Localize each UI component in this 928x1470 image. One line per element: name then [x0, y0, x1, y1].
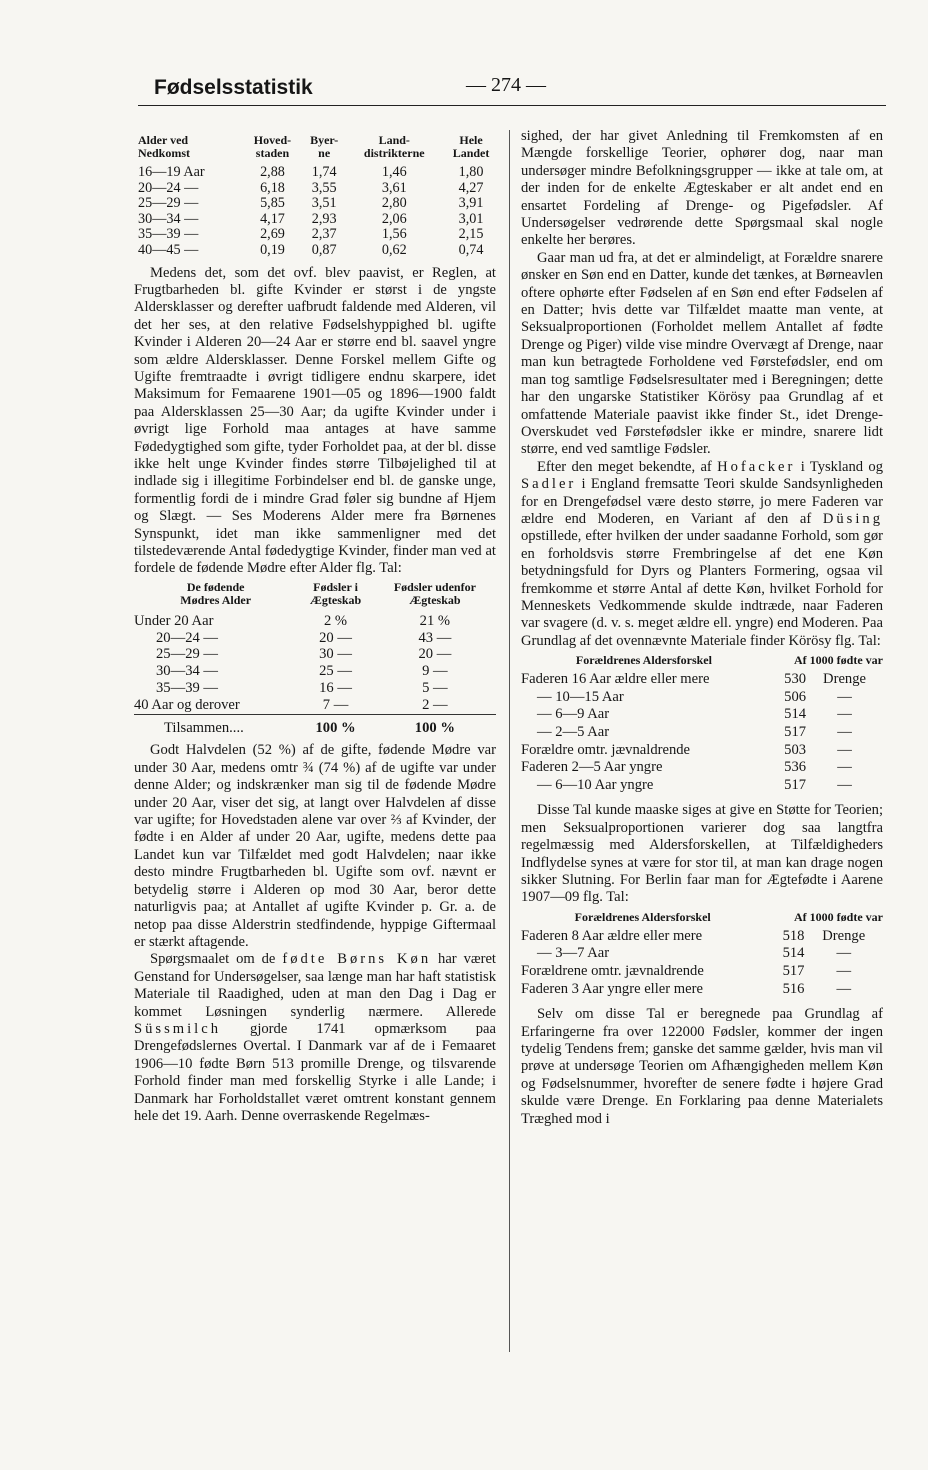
value-cell: 530	[784, 671, 807, 688]
unit-cell: —	[836, 980, 852, 997]
label-cell: — 2—5 Aar	[537, 723, 610, 740]
value-cell: 503	[784, 741, 807, 758]
value-cell: 2,15	[458, 226, 484, 243]
age-cell: 35—39 —	[156, 680, 219, 697]
table-row	[138, 212, 500, 228]
text-run: i England fremsatte Teori skulde Sandsynligheden for en Drengefødsel være desto større, jo mere Faderen var ældre end Moderen, en Variant af den af	[521, 476, 883, 527]
table-row	[134, 613, 496, 630]
value-cell: 517	[784, 776, 807, 793]
table-row	[134, 697, 496, 714]
age-cell: 30—34 —	[156, 663, 219, 680]
header-cell: Fødsler i Ægteskab	[309, 579, 362, 607]
value-cell: 16 —	[319, 680, 352, 697]
value-cell: 30 —	[319, 646, 352, 663]
label-cell: Faderen 8 Aar ældre eller mere	[521, 927, 703, 944]
text-run: opstillede, efter hvilken der under saadanne Forhold, som gør en forholdsvis større Frembringelse af det ene Køn betydningsfuld for Dyrs og Planters Formering, ogsaa vil fremkomme et større Antal af dette Køn, hvilket Forhold for Menneskets Vedkommende skulde indtræde, naar Faderen var svagere (d. v. s. meget ældre ell. yngre) end Moderen. Paa Grundlag af det ovennævnte Materiale finder Körösy flg. Tal:	[521, 528, 883, 649]
table-row	[134, 646, 496, 663]
table-row	[138, 165, 500, 181]
fertility-by-age-table	[138, 134, 500, 259]
text-run: Spørgsmaalet om de	[150, 951, 283, 968]
table-row	[521, 759, 883, 777]
value-cell: 518	[782, 927, 805, 944]
table-row	[134, 663, 496, 680]
value-cell: 20 —	[418, 646, 452, 663]
column-divider	[509, 130, 510, 1352]
table-row	[134, 630, 496, 647]
label-cell: Faderen 2—5 Aar yngre	[521, 759, 663, 776]
value-cell: 516	[782, 980, 805, 997]
table-row	[521, 671, 883, 689]
unit-cell: Drenge	[823, 671, 866, 688]
value-cell: 2,69	[260, 226, 285, 243]
spaced-name: Düsing	[822, 510, 883, 527]
text-run: gjorde 1741 opmærksom paa Drengefødslernes Overtal. I Danmark var af de i Femaaret 1906—10 fødte Børn 513 promille Drenge, og tilsvarende Forhold finder man med forskellig Styrke i alle Lande; i Danmark har Forholdstallet været omtrent konstant gennem hele det 19. Aarh. Denne overraskende Regelmæs-	[134, 1020, 496, 1124]
table-row	[521, 742, 883, 760]
age-cell: 30—34 —	[138, 210, 199, 227]
paragraph: Disse Tal kunde maaske siges at give en Støtte for Teorien; men Seksualproportionen varierer dog saa langtfra regelmæssig med Aldersforskellen, at Tilfældigheders Indflydelse synes at være for stor til, at man kan drage nogen sikker Slutning. For Berlin faar man for Ægtefødte i Aarene 1907—09 flg. Tal:	[521, 802, 883, 906]
value-cell: 2,93	[311, 210, 337, 227]
table-header-row	[521, 654, 883, 671]
table-header-row	[138, 134, 500, 165]
table-row	[521, 777, 883, 795]
page-number: — 274 —	[466, 74, 546, 96]
value-cell: 3,51	[311, 195, 337, 212]
value-cell: 5,85	[260, 195, 285, 212]
value-cell: 3,01	[458, 210, 484, 227]
value-cell: 517	[784, 723, 807, 740]
total-label: Tilsammen....	[134, 714, 297, 736]
unit-cell: —	[837, 776, 852, 793]
total-value: 100 %	[297, 714, 373, 736]
table-total-row	[134, 714, 496, 736]
value-cell: 1,56	[381, 226, 407, 243]
label-cell: — 6—9 Aar	[537, 706, 610, 723]
age-cell: Under 20 Aar	[134, 612, 214, 629]
age-cell: 20—24 —	[156, 629, 219, 646]
table-row	[138, 243, 500, 259]
value-cell: 0,87	[311, 241, 337, 258]
paragraph	[134, 951, 496, 1125]
unit-cell: —	[836, 945, 852, 962]
mothers-age-table	[134, 581, 496, 737]
value-cell: 2,88	[260, 164, 285, 180]
value-cell: 536	[784, 759, 807, 776]
text-run: Efter den meget bekendte, af	[537, 458, 718, 475]
value-cell: 0,74	[458, 241, 484, 258]
value-cell: 21 %	[419, 612, 451, 629]
total-value: 100 %	[374, 714, 496, 736]
age-cell: 40 Aar og derover	[134, 696, 240, 713]
label-cell: Forældre omtr. jævnaldrende	[521, 741, 691, 758]
unit-cell: —	[837, 723, 852, 740]
value-cell: 20 —	[319, 629, 352, 646]
spaced-name: Hofacker	[717, 458, 796, 475]
header-cell: Forældrenes Aldersforskel	[575, 653, 712, 668]
label-cell: — 6—10 Aar yngre	[537, 776, 654, 793]
unit-cell: —	[837, 759, 852, 776]
value-cell: 2 —	[422, 696, 448, 713]
age-cell: 25—29 —	[156, 646, 219, 663]
value-cell: 7 —	[322, 696, 349, 713]
value-cell: 2,37	[311, 226, 337, 243]
age-cell: 40—45 —	[138, 241, 199, 258]
header-cell: Af 1000 fødte var	[794, 909, 883, 924]
header-cell: Hele Landet	[452, 133, 490, 160]
label-cell: — 3—7 Aar	[537, 945, 610, 962]
label-cell: Forældrene omtr. jævnaldrende	[521, 962, 704, 979]
value-cell: 43 —	[418, 629, 452, 646]
korosy-table	[521, 654, 883, 794]
value-cell: 6,18	[260, 179, 285, 196]
age-cell: 20—24 —	[138, 179, 199, 196]
header-cell: Fødsler udenfor Ægteskab	[393, 579, 476, 607]
value-cell: 3,61	[381, 179, 407, 196]
paragraph: Gaar man ud fra, at det er almindeligt, at Forældre snarere ønsker en Søn end en Datter, kunde det tænkes, at Børneavlen oftere ophørte efter Fødselen af en Søn end efter Fødselen af en Datter; hvis dette var Tilfældet maatte man vente, at Seksualproportionen (Forholdet mellem Antallet af fødte Drenge og Piger) vilde vise mindre Overvægt af Drenge, naar man kun betragtede Forholdene ved Førstefødsler, end om man tog samtlige Fødselsresultater med i Beregningen; dette har den ungarske Statistiker Körösy paa Grundlag af et omfattende Materiale paavist ikke finder St., idet Drenge-Overskudet ved Førstefødsler ikke er mindre, snarere lidt større, end ved samtlige Fødsler.	[521, 249, 883, 458]
page-header	[138, 72, 886, 106]
value-cell: 1,80	[458, 164, 484, 180]
unit-cell: —	[837, 741, 852, 758]
running-title: Fødselsstatistik	[154, 76, 313, 99]
unit-cell: —	[836, 962, 852, 979]
header-cell: Alder ved Nedkomst	[138, 133, 191, 160]
table-header-row	[134, 581, 496, 613]
text-run: i Tyskland og	[795, 458, 883, 475]
value-cell: 9 —	[422, 663, 448, 680]
table-row	[521, 945, 883, 963]
left-column	[134, 128, 496, 1125]
value-cell: 514	[784, 706, 807, 723]
spaced-name: Süssmilch	[134, 1020, 222, 1037]
value-cell: 4,17	[260, 210, 285, 227]
value-cell: 5 —	[422, 680, 448, 697]
text-run: har været Genstand for Undersøgelser, saa længe man har haft statistisk Materiale til Raadighed, uden at man den Dag i Dag er kommet Løsningen synderlig nærmere. Allerede	[134, 951, 496, 1020]
label-cell: Faderen 3 Aar yngre eller mere	[521, 980, 703, 997]
paragraph: sighed, der har givet Anledning til Fremkomsten af en Mængde forskellige Teorier, ophører dog, naar man undersøger mindre Befolkningsgrupper — ikke at tale om, at der inden for de enkelte Ægteskaber er alt andet end en ensartet Fordeling af Drenge- og Pigefødsler. Af Undersøgelser vedrørende dette Spørgsmaal skal nogle enkelte her berøres.	[521, 128, 883, 249]
label-cell: Faderen 16 Aar ældre eller mere	[521, 671, 710, 688]
header-cell: Land- distrikterne	[363, 133, 425, 160]
age-cell: 35—39 —	[138, 226, 199, 243]
label-cell: — 10—15 Aar	[537, 688, 624, 705]
value-cell: 1,74	[311, 164, 337, 180]
table-row	[521, 928, 883, 946]
header-cell: Af 1000 fødte var	[794, 653, 883, 668]
age-cell: 25—29 —	[138, 195, 199, 212]
value-cell: 2 %	[323, 612, 348, 629]
value-cell: 1,46	[381, 164, 407, 180]
value-cell: 4,27	[458, 179, 484, 196]
value-cell: 2,80	[381, 195, 407, 212]
spaced-name: Sadler	[521, 476, 577, 493]
value-cell: 25 —	[319, 663, 352, 680]
header-cell: De fødende Mødres Alder	[180, 579, 252, 607]
age-cell: 16—19 Aar	[138, 164, 205, 180]
right-column	[521, 128, 883, 1128]
table-row	[138, 181, 500, 197]
table-row	[521, 963, 883, 981]
value-cell: 514	[782, 945, 805, 962]
table-row	[521, 724, 883, 742]
value-cell: 2,06	[381, 210, 407, 227]
table-row	[521, 706, 883, 724]
unit-cell: —	[837, 688, 852, 705]
paragraph: Godt Halvdelen (52 %) af de gifte, fødende Mødre var under 30 Aar, medens omtr ¾ (74 %) af de ugifte var under denne Alder; og indskrænker man sig til de fødende Mødre under 20 Aar, viser det sig, at langt over Halvdelen af disse var ugifte; for Hovedstaden alene var over ⅔ af Kvinder, der fødte i en Alder af under 20 Aar, ugifte, medens dette paa Landet kun var Tilfældet med godt Halvdelen; naar ikke desto mindre Frugtbarheden bl. Ugifte som ovf. nævnt er betydelig større i Alderen op mod 30 Aar, beror dette naturligvis paa; at Antallet af ugifte Kvinder p. Gr. a. de netop paa disse Alderstrin stedfindende, hyppige Giftermaal er stærkt aftagende.	[134, 742, 496, 950]
berlin-table	[521, 911, 883, 998]
value-cell: 517	[782, 962, 805, 979]
spaced-emphasis: fødte Børns Køn	[282, 951, 432, 968]
table-header-row	[521, 911, 883, 928]
value-cell: 0,62	[381, 241, 407, 258]
table-row	[521, 981, 883, 999]
unit-cell: —	[837, 706, 852, 723]
paragraph	[521, 459, 883, 650]
value-cell: 3,55	[311, 179, 337, 196]
header-cell: Forældrenes Aldersforskel	[574, 909, 711, 924]
paragraph: Selv om disse Tal er beregnede paa Grundlag af Erfaringerne fra over 122000 Fødsler, kommer der ingen tydelig Tendens frem; ganske det samme gælder, hvis man vil prøve at undersøge Teorien om Afhængigheden mellem Køn og Fødselsnummer, hvorefter de senere fødte i højere Grad skulde være Drenge. En Forklaring paa denne Materialets Træghed mod i	[521, 1006, 883, 1127]
value-cell: 506	[784, 688, 807, 705]
header-cell: Byer- ne	[310, 133, 339, 160]
value-cell: 0,19	[260, 241, 285, 258]
table-row	[134, 680, 496, 697]
header-rule	[138, 105, 886, 106]
unit-cell: Drenge	[822, 927, 866, 944]
value-cell: 3,91	[458, 195, 484, 212]
paragraph: Medens det, som det ovf. blev paavist, er Reglen, at Frugtbarheden bl. gifte Kvinder er størst i de yngste Aldersklasser og derefter uafbrudt faldende med Alderen, vil det her ses, at den relative Fødselshyppighed bl. ugifte Kvinder i Alderen 20—24 Aar er større end bl. saavel yngre som ældre Aldersklasser. Denne Forskel mellem Gifte og Ugifte fremtraadte i øvrigt tidligere endnu skarpere, idet Maksimum for Femaarene 1901—05 og 1896—1900 faldt paa Aldersklassen 25—30 Aar; da ugifte Kvinder under i øvrigt lige Forhold maa antages at have samme Fødedygtighed som gifte, tyder Forholdet paa, at der bl. disse ikke helt unge Kvinder findes større Tilbøjelighed til at indlade sig i illegitime Forbindelser end bl. de ganske unge, formentlig fordi de i mindre Grad føler sig bundne af Hjem og Slægt. — Ses Moderens Alder mere fra Børnenes Synspunkt, idet man ikke sammenligner med det tilstedeværende Antal fødedygtige Kvinder, finder man ved at fordele de fødende Mødre efter Alder flg. Tal:	[134, 264, 496, 577]
header-cell: Hoved- staden	[253, 133, 292, 160]
table-row	[521, 689, 883, 707]
table-row	[138, 196, 500, 212]
table-row	[138, 227, 500, 243]
